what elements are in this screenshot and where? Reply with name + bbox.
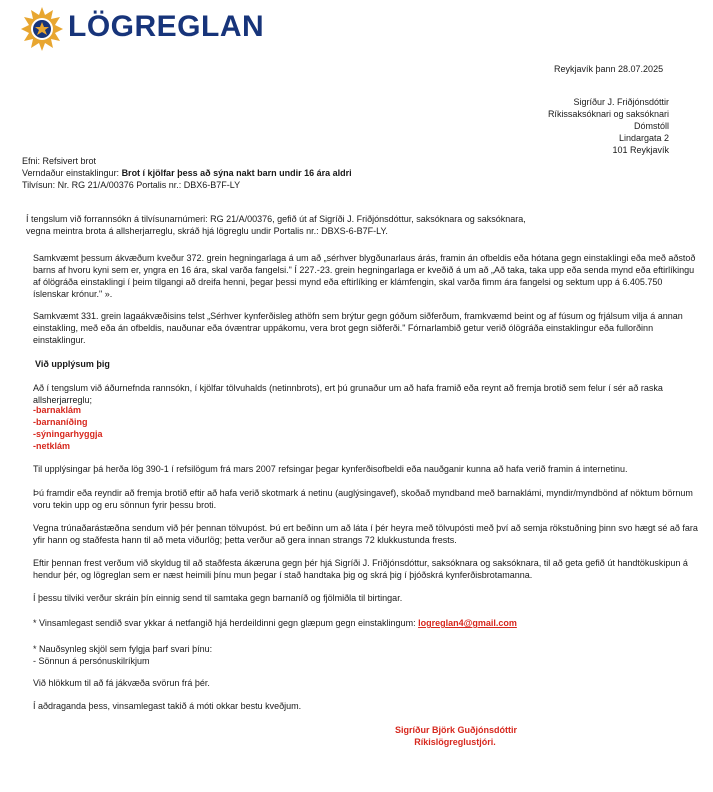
protection-value: Brot í kjölfar þess að sýna nakt barn undir 16 ára aldri [121, 168, 352, 178]
section-heading: Við upplýsum þig [35, 359, 110, 369]
reply-instructions-text: * Vinsamlegast sendið svar ykkar á netfangið hjá herdeildinni gegn glæpum gegn einstaklingum: [33, 618, 419, 628]
paragraph-law-390: Til upplýsingar þá herða lög 390-1 í refsilögum frá mars 2007 refsingar þegar kynferðisofbeldi eða nauðganir kunna að hafa verið framin á internetinu. [33, 464, 628, 474]
address-line: Dómstóll [633, 121, 669, 131]
intro-line: Í tengslum við forrannsókn á tilvísunarnúmeri: RG 21/A/00376, gefið út af Sigríði J. Friðjónsdóttur, saksóknara og saksóknara, [26, 214, 526, 224]
police-badge-icon [20, 6, 64, 52]
address-line: Lindargata 2 [618, 133, 669, 143]
offence-item: -sýningarhyggja [33, 429, 103, 439]
protection-line [22, 167, 352, 179]
offence-item: -barnaklám [33, 405, 82, 415]
logo-text: LÖGREGLAN [68, 10, 265, 43]
contact-email-link[interactable]: logreglan4@gmail.com [418, 618, 517, 628]
paragraph-reply-instructions [33, 617, 517, 629]
required-documents-title: * Nauðsynleg skjöl sem fylgja þarf svari þínu: [33, 644, 213, 654]
paragraph-deadline: Vegna trúnaðarástæðna sendum við þér þennan tölvupóst. Þú ert beðinn um að láta í þér heyra með tölvupósti með því að semja rökstuðning þinn svo hægt sé að fara yfir hann og staðfesta hann til að meta viðurlög; þetta verður að gera innan strangs 72 klukkustunda frests. [33, 523, 698, 545]
letter-meta [22, 155, 352, 191]
required-documents [33, 643, 212, 667]
police-logo [20, 4, 265, 54]
paragraph-publication: Í þessu tilviki verður skráin þín einnig send til samtaka gegn barnaníð og fjölmiðla til birtingar. [33, 593, 403, 603]
offence-item: -barnaníðing [33, 417, 88, 427]
regards-line: Í aðdraganda þess, vinsamlegast takið á móti okkar bestu kveðjum. [33, 701, 302, 711]
signature-block [395, 724, 515, 748]
protection-label: Verndaður einstaklingur: [22, 168, 122, 178]
date-line: Reykjavík þann 28.07.2025 [554, 64, 664, 74]
reference-line: Tilvísun: Nr. RG 21/A/00376 Portalis nr.: DBX6-B7F-LY [22, 180, 241, 190]
offence-item: -netklám [33, 441, 71, 451]
paragraph-suspicion: Að í tengslum við áðurnefnda rannsókn, í kjölfar tölvuhalds (netinnbrots), ert þú grunaður um að hafa framið eða reynt að fremja brotið sem felur í sér að raska allsherjarreglu; [33, 383, 663, 405]
offence-list [33, 404, 103, 452]
paragraph-offence-details: Þú framdir eða reyndir að fremja brotið eftir að hafa verið skotmark á netinu (auglýsingavef), skoðað myndband með barnaklámi, myndir/myndbönd af nöktum börnum voru tekin upp og eru sönnun fyrir þessu broti. [33, 488, 693, 510]
paragraph-consequences: Eftir þennan frest verðum við skyldug til að staðfesta ákæruna gegn þér hjá Sigríði J. Friðjónsdóttur, saksóknara og saksóknara, til að geta gefið út handtökuskipun á hendur þér, og lögreglan sem er næst heimili þínu mun þegar í stað handtaka þig og skrá þig í þjóðskrá kynferðisbrotamanna. [33, 558, 688, 580]
subject-line: Efni: Refsivert brot [22, 156, 97, 166]
signatory-name: Sigríður Björk Guðjónsdóttir [395, 725, 517, 735]
paragraph-article-372: Samkvæmt þessum ákvæðum kveður 372. grein hegningarlaga á um að „sérhver blygðunarlaus árás, framin án ofbeldis eða hótana gegn einstaklingi eða með aðstoð barns af hvoru kyni sem er, yngra en 16 ára, skal varða fangelsi." Í 227.-23. grein hegningarlaga er kveðið á um að „Að taka, taka upp eða senda mynd eða eftirlíkingu af ólögráða einstaklingi í þeim tilgangi að dreifa henni, þegar þessi mynd eða eftirlíking er klámfengin, skal varða fimm ára fangelsi og sektum upp á 6.405.750 íslenskar krónur." ». [33, 253, 696, 299]
address-line: 101 Reykjavík [612, 145, 669, 155]
signatory-title: Ríkislögreglustjóri. [414, 737, 496, 747]
required-documents-item: - Sönnun á persónuskilríkjum [33, 656, 150, 666]
recipient-address [449, 96, 669, 156]
paragraph-article-331: Samkvæmt 331. grein lagaákvæðisins telst „Sérhver kynferðisleg athöfn sem brýtur gegn góðum siðferðum, framkvæmd beint og af fúsum og frjálsum vilja á annan einstakling, með eða án ofbeldis, nauðunar eða óvæntrar uppákomu, vera brot gegn siðferði." Fórnarlambið getur verið ólögráða einstaklingur eða fullorðinn einstaklingur. [33, 311, 683, 345]
address-line: Ríkissaksóknari og saksóknari [547, 109, 669, 119]
intro-line: vegna meintra brota á allsherjarreglu, skráð hjá lögreglu undir Portalis nr.: DBXS-6-B7F-LY. [26, 226, 388, 236]
intro-paragraph [26, 213, 526, 237]
closing-line: Við hlökkum til að fá jákvæða svörun frá þér. [33, 678, 210, 688]
address-line: Sigríður J. Friðjónsdóttir [573, 97, 669, 107]
